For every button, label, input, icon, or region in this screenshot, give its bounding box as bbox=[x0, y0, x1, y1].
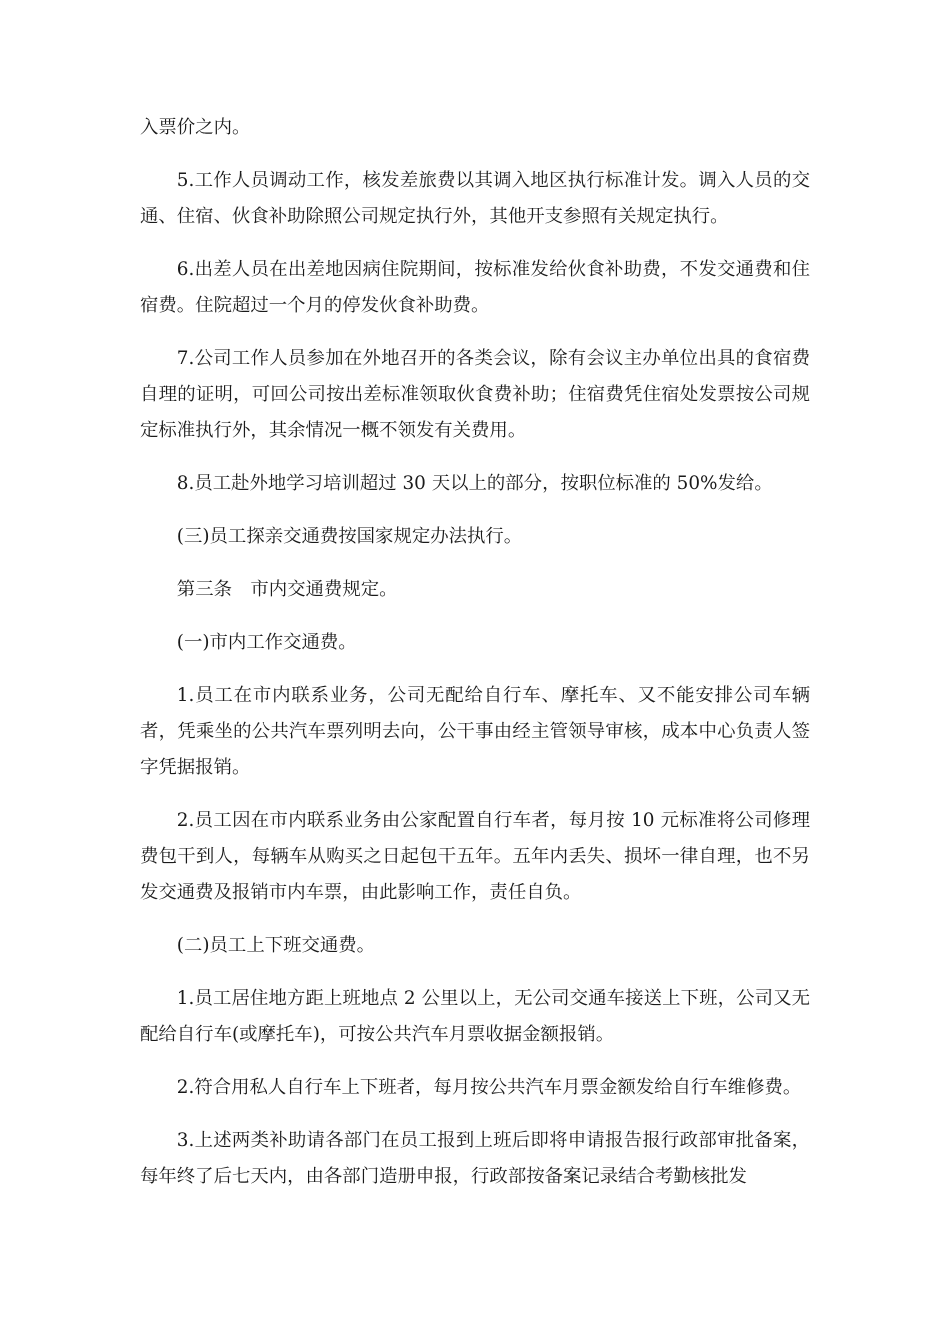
paragraph-subsection-1-item-2: 2.员工因在市内联系业务由公家配置自行车者，每月按 10 元标准将公司修理费包干到人，每辆车从购买之日起包干五年。五年内丢失、损坏一律自理，也不另发交通费及报销市内车票，由此影响工作，责任自负。 bbox=[140, 810, 810, 903]
paragraph-subsection-1-item-1: 1.员工在市内联系业务，公司无配给自行车、摩托车、又不能安排公司车辆者，凭乘坐的公共汽车票列明去向，公干事由经主管领导审核，成本中心负责人签字凭据报销。 bbox=[140, 685, 810, 778]
paragraph-section-3: (三)员工探亲交通费按国家规定办法执行。 bbox=[176, 526, 523, 547]
paragraph-subsection-2-item-3: 3.上述两类补助请各部门在员工报到上班后即将申请报告报行政部审批备案，每年终了后七天内，由各部门造册申报，行政部按备案记录结合考勤核批发 bbox=[140, 1130, 810, 1187]
document-page bbox=[140, 110, 810, 1212]
subsection-2-heading: (二)员工上下班交通费。 bbox=[176, 935, 376, 956]
subsection-1-heading: (一)市内工作交通费。 bbox=[176, 632, 357, 653]
paragraph-subsection-2-item-2: 2.符合用私人自行车上下班者，每月按公共汽车月票金额发给自行车维修费。 bbox=[176, 1077, 802, 1098]
paragraph-item-6: 6.出差人员在出差地因病住院期间，按标准发给伙食补助费，不发交通费和住宿费。住院超过一个月的停发伙食补助费。 bbox=[140, 259, 810, 316]
article-3-heading: 第三条 市内交通费规定。 bbox=[176, 579, 398, 600]
paragraph-subsection-2-item-1: 1.员工居住地方距上班地点 2 公里以上，无公司交通车接送上下班，公司又无配给自行车(或摩托车)，可按公共汽车月票收据金额报销。 bbox=[140, 988, 810, 1045]
paragraph-item-5: 5.工作人员调动工作，核发差旅费以其调入地区执行标准计发。调入人员的交通、住宿、伙食补助除照公司规定执行外，其他开支参照有关规定执行。 bbox=[140, 170, 810, 227]
paragraph-item-7: 7.公司工作人员参加在外地召开的各类会议，除有会议主办单位出具的食宿费自理的证明，可回公司按出差标准领取伙食费补助；住宿费凭住宿处发票按公司规定标准执行外，其余情况一概不领发有关费用。 bbox=[140, 348, 810, 441]
paragraph-item-8: 8.员工赴外地学习培训超过 30 天以上的部分，按职位标准的 50%发给。 bbox=[176, 473, 773, 494]
paragraph-continuation: 入票价之内。 bbox=[140, 117, 251, 138]
